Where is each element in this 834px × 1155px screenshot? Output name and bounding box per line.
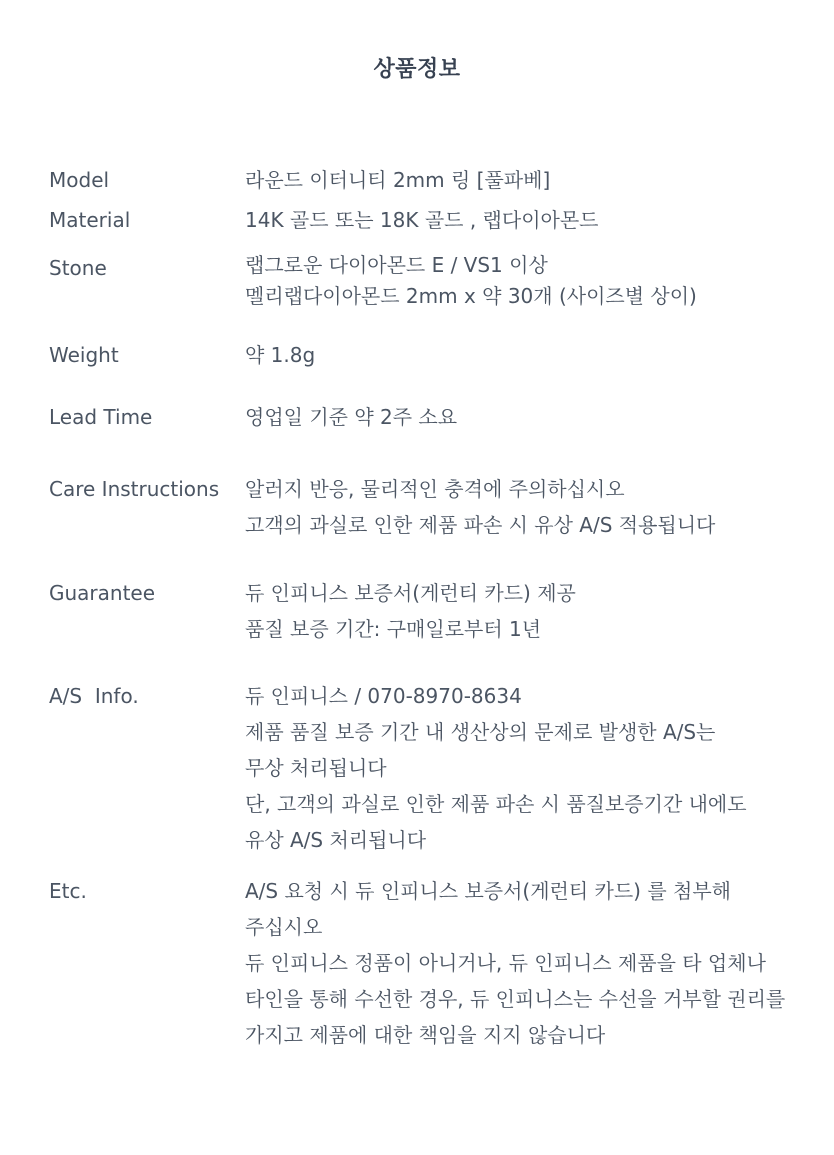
value-line: 멜리랩다이아몬드 2mm x 약 30개 (사이즈별 상이) bbox=[245, 284, 697, 308]
value-line: 약 1.8g bbox=[245, 343, 316, 367]
row-label: Model bbox=[49, 168, 110, 192]
value-line: 듀 인피니스 정품이 아니거나, 듀 인피니스 제품을 타 업체나 bbox=[245, 951, 766, 975]
value-line: 듀 인피니스 / 070-8970-8634 bbox=[245, 684, 522, 708]
row-label: Weight bbox=[49, 343, 119, 367]
value-line: 무상 처리됩니다 bbox=[245, 756, 387, 780]
row-value bbox=[245, 471, 805, 543]
row-value bbox=[245, 250, 805, 312]
row-label: Guarantee bbox=[49, 581, 156, 605]
value-line: 듀 인피니스 보증서(게런티 카드) 제공 bbox=[245, 581, 576, 605]
row-label: A/S Info. bbox=[49, 684, 139, 708]
value-line: 알러지 반응, 물리적인 충격에 주의하십시오 bbox=[245, 477, 625, 501]
row-value bbox=[245, 678, 805, 858]
page-title: 상품정보 bbox=[373, 57, 461, 82]
value-line: 타인을 통해 수선한 경우, 듀 인피니스는 수선을 거부할 권리를 bbox=[245, 987, 786, 1011]
row-value bbox=[245, 873, 805, 1053]
row-value bbox=[245, 162, 805, 198]
row-value bbox=[245, 399, 805, 435]
value-line: 제품 품질 보증 기간 내 생산상의 문제로 발생한 A/S는 bbox=[245, 720, 716, 744]
value-line: 영업일 기준 약 2주 소요 bbox=[245, 405, 458, 429]
row-label: Etc. bbox=[49, 879, 87, 903]
row-label: Care Instructions bbox=[49, 477, 220, 501]
row-label: Material bbox=[49, 208, 131, 232]
value-line: 품질 보증 기간: 구매일로부터 1년 bbox=[245, 617, 542, 641]
row-value bbox=[245, 202, 805, 238]
value-line: 주십시오 bbox=[245, 915, 323, 939]
value-line: 단, 고객의 과실로 인한 제품 파손 시 품질보증기간 내에도 bbox=[245, 792, 747, 816]
row-value bbox=[245, 575, 805, 647]
value-line: 14K 골드 또는 18K 골드 , 랩다이아몬드 bbox=[245, 208, 599, 232]
row-value bbox=[245, 337, 805, 373]
value-line: 랩그로운 다이아몬드 E / VS1 이상 bbox=[245, 253, 548, 277]
value-line: 가지고 제품에 대한 책임을 지지 않습니다 bbox=[245, 1023, 606, 1047]
value-line: 고객의 과실로 인한 제품 파손 시 유상 A/S 적용됩니다 bbox=[245, 513, 716, 537]
row-label: Stone bbox=[49, 256, 107, 280]
value-line: 유상 A/S 처리됩니다 bbox=[245, 828, 427, 852]
value-line: 라운드 이터니티 2mm 링 [풀파베] bbox=[245, 168, 551, 192]
value-line: A/S 요청 시 듀 인피니스 보증서(게런티 카드) 를 첨부해 bbox=[245, 879, 731, 903]
row-label: Lead Time bbox=[49, 405, 153, 429]
